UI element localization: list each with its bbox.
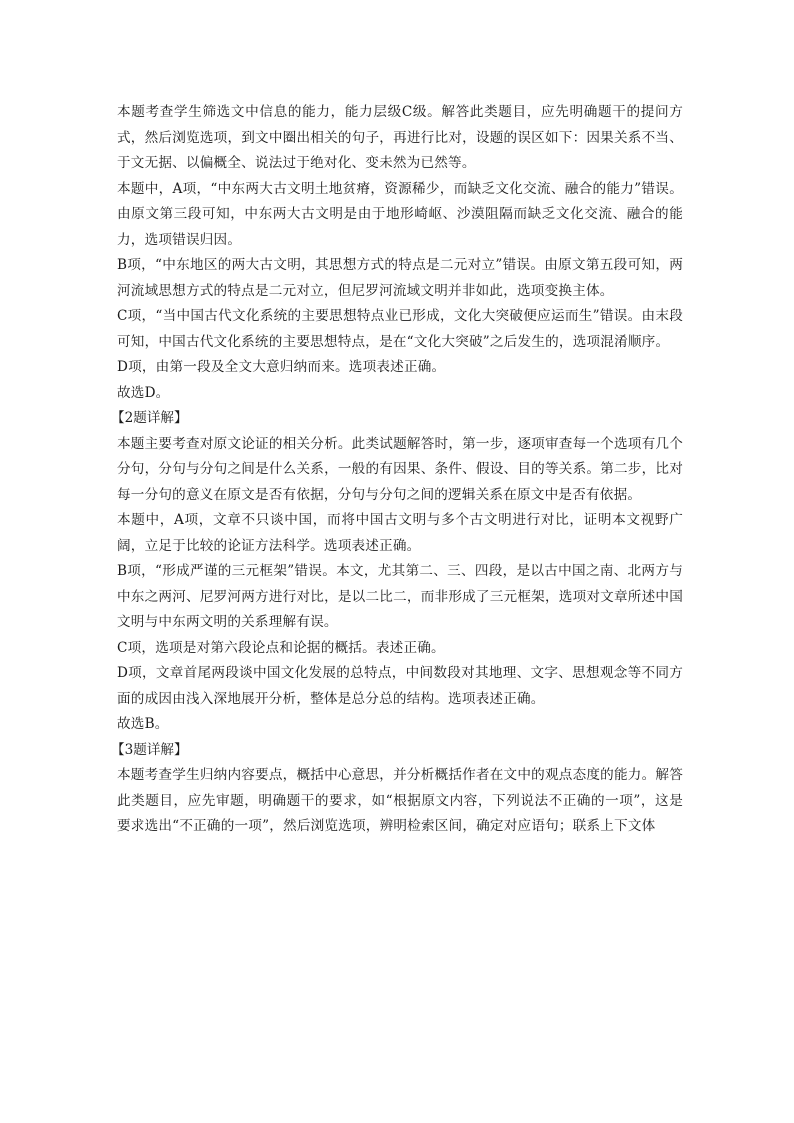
paragraph-q2-option-a: 本题中，A项，文章不只谈中国，而将中国古文明与多个古文明进行对比，证明本文视野广阔，立足于比较的论证方法科学。选项表述正确。 (117, 512, 683, 554)
paragraph-q1-answer: 故选D。 (117, 384, 170, 401)
section-heading-q2: 【2题详解】 (111, 410, 188, 426)
paragraph-q2-option-d: D项，文章首尾两段谈中国文化发展的总特点，中间数段对其地理、文字、思想观念等不同方面的成因由浅入深地展开分析，整体是总分总的结构。选项表述正确。 (117, 665, 683, 707)
paragraph-q3-intro: 本题考查学生归纳内容要点，概括中心意思，并分析概括作者在文中的观点态度的能力。解答此类题目，应先审题，明确题干的要求，如“根据原文内容，下列说法不正确的一项”，这是要求选出“不正确的一项”，然后浏览选项，辨明检索区间，确定对应语句；联系上下文体 (117, 767, 683, 834)
paragraph-q1-option-d: D项，由第一段及全文大意归纳而来。选项表述正确。 (117, 359, 446, 375)
paragraph-q1-option-a: 本题中，A项，“中东两大古文明土地贫瘠，资源稀少，而缺乏文化交流、融合的能力”错误。由原文第三段可知，中东两大古文明是由于地形崎岖、沙漠阻隔而缺乏文化交流、融合的能力，选项错误归因。 (117, 180, 683, 248)
paragraph-q2-answer: 故选B。 (117, 716, 169, 732)
paragraph-q2-intro: 本题主要考查对原文论证的相关分析。此类试题解答时，第一步，逐项审查每一个选项有几个分句，分句与分句之间是什么关系，一般的有因果、条件、假设、目的等关系。第二步，比对每一分句的意义在原文是否有依据，分句与分句之间的逻辑关系在原文中是否有依据。 (117, 435, 683, 503)
paragraph-q2-option-b: B项，“形成严谨的三元框架”错误。本文，尤其第二、三、四段，是以古中国之南、北两方与中东之两河、尼罗河两方进行对比，是以二比二，而非形成了三元框架，选项对文章所述中国文明与中东两文明的关系理解有误。 (117, 563, 683, 630)
paragraph-q1-intro: 本题考查学生筛选文中信息的能力，能力层级C级。解答此类题目，应先明确题干的提问方式，然后浏览选项，到文中圈出相关的句子，再进行比对，设题的误区如下：因果关系不当、于文无据、以偏概全、说法过于绝对化、变未然为已然等。 (117, 104, 683, 171)
section-heading-q3: 【3题详解】 (111, 741, 188, 758)
paragraph-q2-option-c: C项，选项是对第六段论点和论据的概括。表述正确。 (117, 639, 445, 656)
document-page (111, 100, 683, 840)
paragraph-q1-option-b: B项，“中东地区的两大古文明，其思想方式的特点是二元对立”错误。由原文第五段可知，两河流域思想方式的特点是二元对立，但尼罗河流域文明并非如此，选项变换主体。 (117, 257, 683, 299)
paragraph-q1-option-c: C项，“当中国古代文化系统的主要思想特点业已形成，文化大突破便应运而生”错误。由末段可知，中国古代文化系统的主要思想特点，是在“文化大突破”之后发生的，选项混淆顺序。 (117, 308, 683, 350)
